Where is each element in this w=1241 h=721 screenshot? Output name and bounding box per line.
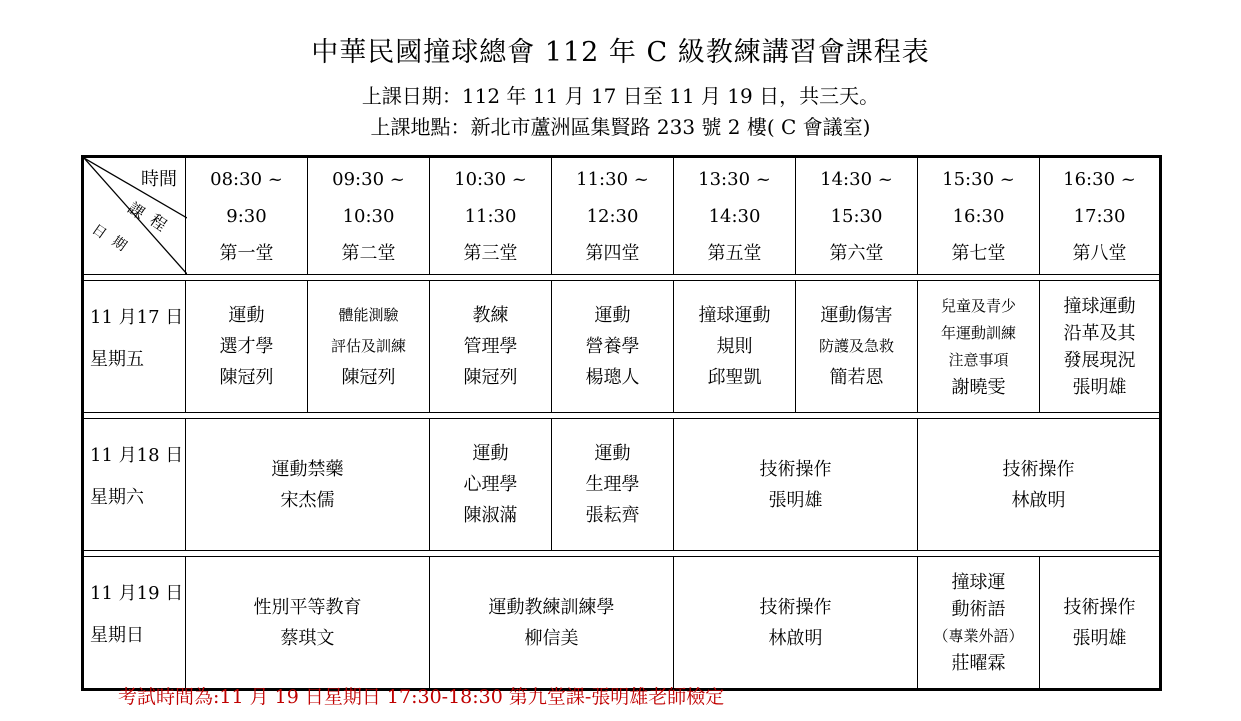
instructor-name: 林啟明	[768, 627, 823, 649]
course-name-line: 技術操作	[759, 458, 832, 480]
period-start: 09:30 ~	[332, 168, 405, 190]
period-header-7	[918, 157, 1040, 275]
period-name: 第二堂	[341, 242, 396, 264]
course-name-line: 注意事項	[948, 350, 1009, 369]
day-row	[83, 419, 1161, 551]
instructor-name: 楊璁人	[585, 367, 640, 388]
course-name-line: 管理學	[463, 336, 518, 357]
course-name-line: 技術操作	[1002, 458, 1075, 480]
period-header-8	[1040, 157, 1161, 275]
course-name-line: 規則	[716, 336, 753, 357]
course-name-line: 技術操作	[1063, 596, 1136, 618]
session-cell	[186, 557, 430, 690]
date-cell	[83, 419, 186, 551]
instructor-name: 宋杰儒	[280, 489, 335, 511]
corner-course-label: 課程	[124, 198, 171, 235]
course-name-line: 運動禁藥	[271, 458, 344, 480]
course-name-line: 性別平等教育	[253, 596, 362, 618]
exam-note: 考試時間為:11 月 19 日星期日 17:30-18:30 第九堂課-張明雄老師檢定	[118, 686, 725, 708]
course-name-line: 技術操作	[759, 596, 832, 618]
instructor-name: 蔡琪文	[280, 627, 335, 649]
course-name-line: 發展現況	[1063, 349, 1136, 371]
instructor-name: 陳冠列	[463, 367, 518, 388]
instructor-name: 柳信美	[524, 627, 579, 649]
session-cell	[674, 557, 918, 690]
header-row	[83, 157, 1161, 275]
period-end: 11:30	[464, 205, 517, 227]
date-label: 11 月18 日	[90, 444, 184, 466]
instructor-name: 張耘齊	[585, 505, 640, 526]
period-end: 16:30	[952, 205, 1005, 227]
course-name-line: 撞球運動	[1063, 295, 1136, 317]
schedule-body	[83, 157, 1161, 690]
instructor-name: 張明雄	[1072, 627, 1127, 649]
period-header-4	[552, 157, 674, 275]
period-header-6	[796, 157, 918, 275]
instructor-name: 林啟明	[1011, 489, 1066, 511]
course-name-line: 生理學	[585, 474, 640, 495]
course-name-line: 撞球運	[951, 571, 1006, 593]
session-cell	[674, 419, 918, 551]
session-cell	[430, 281, 552, 413]
instructor-name: 陳淑滿	[463, 505, 518, 526]
instructor-name: 簡若恩	[829, 367, 884, 388]
session-cell	[552, 419, 674, 551]
page-title: 中華民國撞球總會 112 年 C 級教練講習會課程表	[311, 37, 930, 68]
session-cell	[918, 281, 1040, 413]
course-name-line: 營養學	[585, 336, 640, 357]
period-end: 17:30	[1073, 205, 1126, 227]
session-cell	[430, 557, 674, 690]
period-end: 12:30	[586, 205, 639, 227]
course-name-line: 教練	[472, 305, 509, 326]
instructor-name: 莊曜霖	[951, 652, 1006, 674]
session-cell	[552, 281, 674, 413]
period-end: 9:30	[226, 205, 267, 227]
instructor-name: 張明雄	[1072, 376, 1127, 398]
date-line: 上課日期：112 年 11 月 17 日至 11 月 19 日，共三天。	[361, 84, 880, 108]
weekday-label: 星期五	[90, 348, 144, 370]
course-name-line: 運動	[594, 443, 631, 464]
instructor-name: 邱聖凱	[707, 367, 762, 388]
period-start: 15:30 ~	[942, 168, 1015, 190]
instructor-name: 陳冠列	[219, 367, 274, 388]
period-name: 第五堂	[707, 242, 762, 264]
corner-day-label: 日期	[88, 221, 130, 255]
instructor-name: 張明雄	[768, 489, 823, 511]
period-end: 10:30	[342, 205, 395, 227]
course-name-line: 年運動訓練	[940, 323, 1016, 342]
period-start: 16:30 ~	[1063, 168, 1136, 190]
course-name-line: 兒童及青少	[940, 296, 1016, 315]
date-label: 11 月19 日	[90, 582, 184, 604]
instructor-name: 陳冠列	[341, 367, 396, 388]
course-name-line: 沿革及其	[1063, 322, 1136, 344]
period-name: 第八堂	[1072, 242, 1127, 264]
date-cell	[83, 557, 186, 690]
course-name-line: 運動	[594, 305, 631, 326]
period-end: 14:30	[708, 205, 761, 227]
course-name-line: （專業外語）	[933, 626, 1024, 645]
date-cell	[83, 281, 186, 413]
period-start: 14:30 ~	[820, 168, 893, 190]
period-name: 第六堂	[829, 242, 884, 264]
course-name-line: 撞球運動	[698, 305, 771, 326]
course-name-line: 運動	[472, 443, 509, 464]
period-name: 第三堂	[463, 242, 518, 264]
period-name: 第四堂	[585, 242, 640, 264]
day-row	[83, 557, 1161, 690]
session-cell	[186, 419, 430, 551]
course-name-line: 動術語	[951, 598, 1006, 620]
corner-cell	[83, 157, 186, 275]
corner-time-label: 時間	[141, 169, 177, 190]
session-cell	[186, 281, 308, 413]
period-start: 10:30 ~	[454, 168, 527, 190]
date-label: 11 月17 日	[90, 306, 184, 328]
period-header-1	[186, 157, 308, 275]
weekday-label: 星期六	[90, 486, 144, 508]
period-start: 13:30 ~	[698, 168, 771, 190]
session-cell	[796, 281, 918, 413]
period-end: 15:30	[830, 205, 883, 227]
session-cell	[918, 419, 1161, 551]
period-header-2	[308, 157, 430, 275]
session-cell	[674, 281, 796, 413]
course-name-line: 選才學	[219, 336, 274, 357]
period-header-5	[674, 157, 796, 275]
course-name-line: 運動	[228, 305, 265, 326]
period-name: 第一堂	[219, 242, 274, 264]
course-name-line: 防護及急救	[818, 337, 894, 355]
course-name-line: 運動教練訓練學	[488, 596, 615, 618]
period-start: 11:30 ~	[576, 168, 649, 190]
session-cell	[308, 281, 430, 413]
course-name-line: 評估及訓練	[330, 337, 406, 355]
session-cell	[1040, 557, 1161, 690]
day-row	[83, 281, 1161, 413]
schedule-table	[81, 155, 1162, 691]
instructor-name: 謝曉雯	[951, 376, 1006, 398]
weekday-label: 星期日	[90, 624, 144, 646]
session-cell	[918, 557, 1040, 690]
course-name-line: 心理學	[463, 474, 518, 495]
period-name: 第七堂	[951, 242, 1006, 264]
course-name-line: 體能測驗	[338, 306, 399, 324]
session-cell	[1040, 281, 1161, 413]
period-start: 08:30 ~	[210, 168, 283, 190]
period-header-3	[430, 157, 552, 275]
course-name-line: 運動傷害	[820, 305, 893, 326]
session-cell	[430, 419, 552, 551]
place-line: 上課地點：新北市蘆洲區集賢路 233 號 2 樓( C 會議室)	[370, 115, 871, 139]
